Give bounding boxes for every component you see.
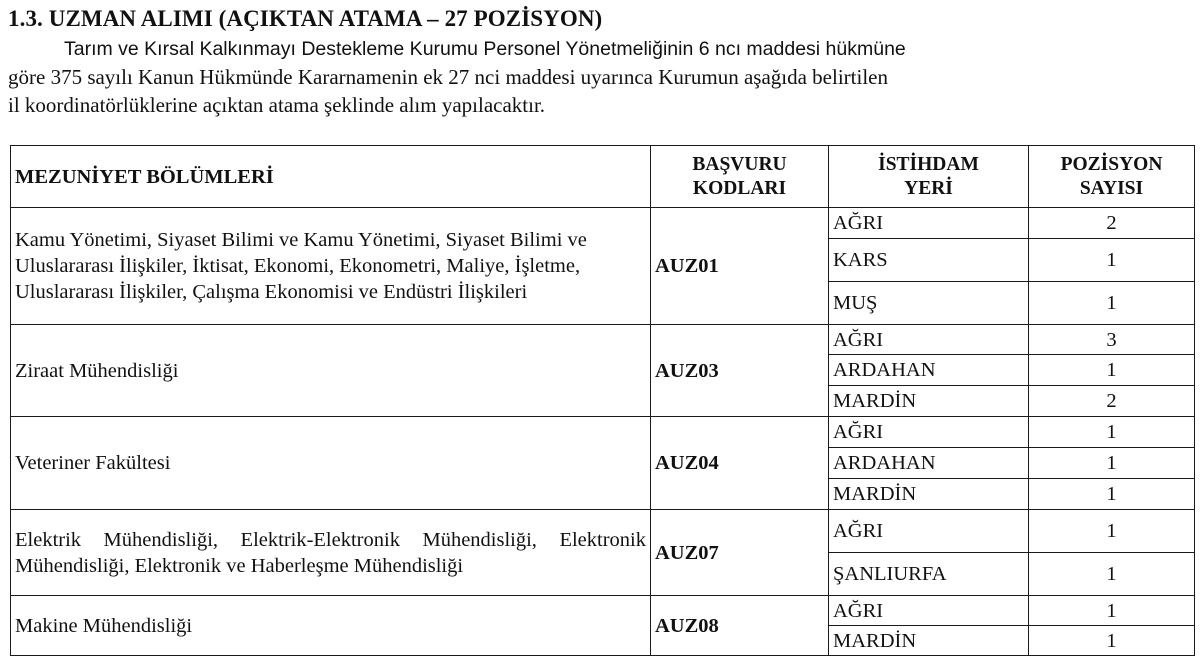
- table-row: [11, 510, 1195, 553]
- position-count-cell: 1: [1029, 448, 1195, 479]
- header-position-count: [1029, 146, 1195, 208]
- department-cell: Veteriner Fakültesi: [11, 417, 651, 510]
- position-count-cell: 2: [1029, 386, 1195, 417]
- position-count-cell: 1: [1029, 596, 1195, 626]
- employment-place-cell: AĞRI: [829, 510, 1029, 553]
- employment-place-cell: ARDAHAN: [829, 448, 1029, 479]
- employment-place-cell: AĞRI: [829, 417, 1029, 448]
- department-cell: Elektrik Mühendisliği, Elektrik-Elektronik Mühendisliği, Elektronik Mühendisliği, Elektronik ve Haberleşme Mühendisliği: [11, 510, 651, 596]
- application-code-cell: AUZ03: [651, 325, 829, 417]
- employment-place-cell: ARDAHAN: [829, 355, 1029, 386]
- position-count-cell: 1: [1029, 355, 1195, 386]
- header-employment-place: [829, 146, 1029, 208]
- employment-place-cell: MARDİN: [829, 479, 1029, 510]
- header-application-code: [651, 146, 829, 208]
- header-code-line-2: KODLARI: [692, 177, 787, 199]
- intro-line-1: Tarım ve Kırsal Kalkınmayı Destekleme Kurumu Personel Yönetmeliğinin 6 ncı maddesi hükmüne: [64, 38, 906, 60]
- intro-line-3: il koordinatörlüklerine açıktan atama şeklinde alım yapılacaktır.: [8, 93, 546, 117]
- positions-table: [10, 145, 1195, 656]
- application-code-cell: AUZ08: [651, 596, 829, 656]
- table-header-row: [11, 146, 1195, 208]
- employment-place-cell: MARDİN: [829, 386, 1029, 417]
- application-code-cell: AUZ04: [651, 417, 829, 510]
- table-row: [11, 417, 1195, 448]
- section-title: 1.3. UZMAN ALIMI (AÇIKTAN ATAMA – 27 POZİSYON): [8, 6, 603, 31]
- position-count-cell: 1: [1029, 553, 1195, 596]
- employment-place-cell: KARS: [829, 239, 1029, 282]
- application-code-cell: AUZ07: [651, 510, 829, 596]
- department-cell: Ziraat Mühendisliği: [11, 325, 651, 417]
- position-count-cell: 1: [1029, 417, 1195, 448]
- employment-place-cell: AĞRI: [829, 208, 1029, 239]
- application-code-cell: AUZ01: [651, 208, 829, 325]
- intro-line-2: göre 375 sayılı Kanun Hükmünde Kararnamenin ek 27 nci maddesi uyarınca Kurumun aşağıda belirtilen: [8, 65, 888, 89]
- position-count-cell: 1: [1029, 479, 1195, 510]
- employment-place-cell: MUŞ: [829, 282, 1029, 325]
- position-count-cell: 1: [1029, 510, 1195, 553]
- position-count-cell: 1: [1029, 239, 1195, 282]
- table-row: [11, 208, 1195, 239]
- header-count-line-2: SAYISI: [1079, 177, 1144, 199]
- department-cell: Makine Mühendisliği: [11, 596, 651, 656]
- employment-place-cell: AĞRI: [829, 325, 1029, 355]
- header-place-line-2: YERİ: [904, 177, 953, 199]
- intro-paragraph: [8, 35, 1196, 119]
- header-department: MEZUNİYET BÖLÜMLERİ: [11, 146, 651, 208]
- header-place-line-1: İSTİHDAM: [878, 153, 979, 175]
- position-count-cell: 2: [1029, 208, 1195, 239]
- employment-place-cell: ŞANLIURFA: [829, 553, 1029, 596]
- position-count-cell: 1: [1029, 626, 1195, 656]
- department-cell: Kamu Yönetimi, Siyaset Bilimi ve Kamu Yönetimi, Siyaset Bilimi ve Uluslararası İlişkiler, İktisat, Ekonomi, Ekonometri, Maliye, İşletme, Uluslararası İlişkiler, Çalışma Ekonomisi ve Endüstri İlişkileri: [11, 208, 651, 325]
- position-count-cell: 3: [1029, 325, 1195, 355]
- table-row: [11, 325, 1195, 355]
- header-count-line-1: POZİSYON: [1060, 153, 1163, 175]
- header-code-line-1: BAŞVURU: [692, 153, 787, 175]
- employment-place-cell: MARDİN: [829, 626, 1029, 656]
- employment-place-cell: AĞRI: [829, 596, 1029, 626]
- position-count-cell: 1: [1029, 282, 1195, 325]
- table-row: [11, 596, 1195, 626]
